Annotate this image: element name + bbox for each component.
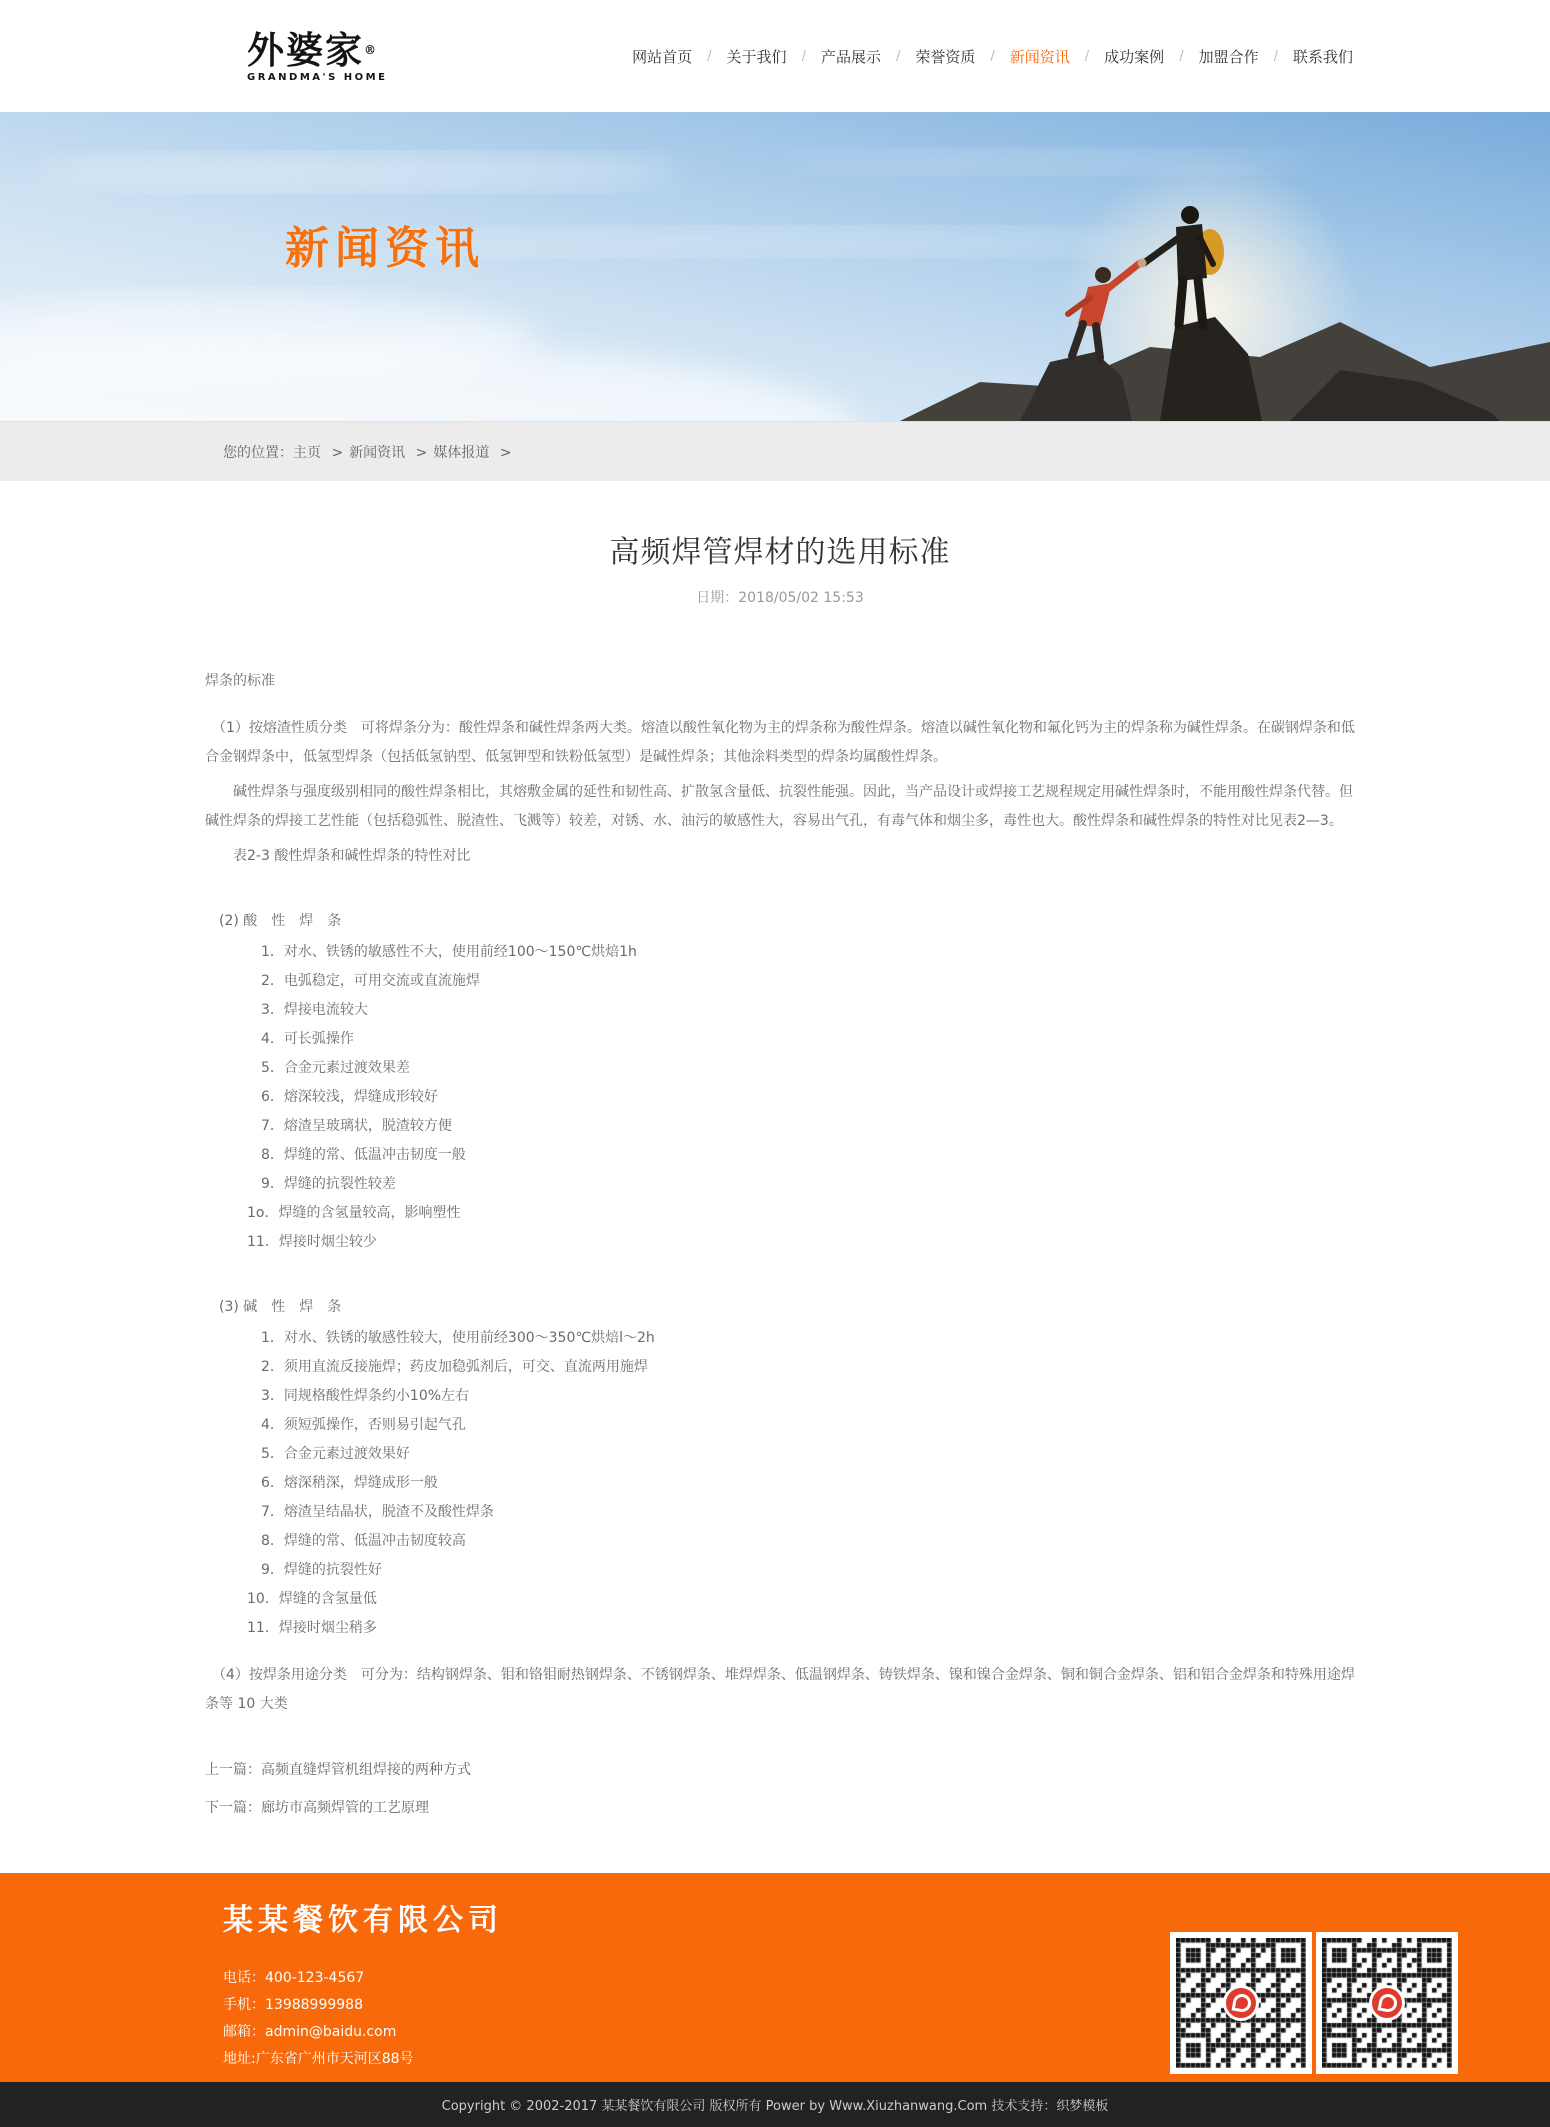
nav-separator: / bbox=[990, 48, 995, 64]
main-nav bbox=[630, 42, 1355, 71]
article-date: 日期：2018/05/02 15:53 bbox=[696, 590, 864, 606]
list-item: 2．须用直流反接施焊；药皮加稳弧剂后，可交、直流两用施焊 bbox=[205, 1359, 648, 1375]
list-item: 2．电弧稳定，可用交流或直流施焊 bbox=[205, 973, 480, 989]
qrcode bbox=[1316, 1932, 1458, 2074]
list-item: 6．熔深稍深，焊缝成形一般 bbox=[205, 1475, 438, 1491]
logo-chinese-text: 外婆家® bbox=[247, 27, 378, 72]
copyright-bar bbox=[0, 2082, 1550, 2127]
nav-item-join[interactable]: 加盟合作 bbox=[1198, 47, 1259, 66]
article-body bbox=[205, 667, 1355, 1719]
copyright-text: Copyright © 2002-2017 某某餐饮有限公司 版权所有 Power by Www.Xiuzhanwang.Com 技术支持：织梦模板 bbox=[441, 2099, 1109, 2114]
breadcrumb-link-home[interactable]: 主页 bbox=[293, 444, 321, 461]
list-item: 8．焊缝的常、低温冲击韧度较高 bbox=[205, 1533, 466, 1549]
footer-qrcodes bbox=[1170, 1932, 1458, 2074]
list-item: 3．同规格酸性焊条约小10%左右 bbox=[205, 1388, 470, 1404]
section-heading-alkaline: (3) 碱 性 焊 条 bbox=[205, 1299, 342, 1315]
site-footer bbox=[0, 1873, 1550, 2082]
breadcrumb bbox=[195, 442, 1355, 462]
qrcode bbox=[1170, 1932, 1312, 2074]
nav-separator: / bbox=[707, 48, 712, 64]
nav-item-honor[interactable]: 荣誉资质 bbox=[915, 47, 976, 66]
nav-item-products[interactable]: 产品展示 bbox=[820, 47, 881, 66]
list-item: 11．焊接时烟尘较少 bbox=[205, 1234, 377, 1250]
section-heading-acid: (2) 酸 性 焊 条 bbox=[205, 913, 342, 929]
list-item: 1．对水、铁锈的敏感性较大，使用前经300～350℃烘焙l～2h bbox=[205, 1330, 655, 1346]
weibo-icon bbox=[1369, 1985, 1405, 2021]
list-item: 7．熔渣呈玻璃状，脱渣较方便 bbox=[205, 1118, 452, 1134]
news-banner bbox=[0, 112, 1550, 421]
list-item: 7．熔渣呈结晶状，脱渣不及酸性焊条 bbox=[205, 1504, 494, 1520]
breadcrumb-link-media[interactable]: 媒体报道 bbox=[433, 444, 490, 461]
logo-english-text: GRANDMA'S HOME bbox=[247, 71, 388, 83]
site-logo[interactable] bbox=[247, 27, 388, 83]
nav-item-about[interactable]: 关于我们 bbox=[726, 47, 787, 66]
prev-article-link[interactable]: 上一篇：高频直缝焊管机组焊接的两种方式 bbox=[205, 1762, 471, 1778]
site-header bbox=[0, 0, 1550, 112]
nav-item-news[interactable]: 新闻资讯 bbox=[1009, 47, 1070, 66]
list-item: 4．须短弧操作，否则易引起气孔 bbox=[205, 1417, 466, 1433]
footer-address: 地址:广东省广州市天河区88号 bbox=[223, 2051, 414, 2067]
list-item: 9．焊缝的抗裂性较差 bbox=[205, 1176, 396, 1192]
banner-photo bbox=[0, 112, 1550, 421]
article-paragraph: （1）按熔渣性质分类 可将焊条分为：酸性焊条和碱性焊条两大类。熔渣以酸性氧化物为主的焊条称为酸性焊条。熔渣以碱性氧化物和氟化钙为主的焊条称为碱性焊条。在碳钢焊条和低合金钢焊条中，低氢型焊条（包括低氢钠型、低氢钾型和铁粉低氢型）是碱性焊条；其他涂料类型的焊条均属酸性焊条。 bbox=[205, 720, 1355, 765]
nav-separator: / bbox=[801, 48, 806, 64]
nav-item-home[interactable]: 网站首页 bbox=[632, 47, 693, 66]
list-item: 10．焊缝的含氢量低 bbox=[205, 1591, 377, 1607]
list-item: 1o．焊缝的含氢量较高，影响塑性 bbox=[205, 1205, 461, 1221]
nav-separator: / bbox=[895, 48, 901, 64]
nav-item-contact[interactable]: 联系我们 bbox=[1292, 47, 1353, 66]
list-item: 8．焊缝的常、低温冲击韧度一般 bbox=[205, 1147, 466, 1163]
next-article-link[interactable]: 下一篇：廊坊市高频焊管的工艺原理 bbox=[205, 1800, 429, 1816]
footer-company-name: 某某餐饮有限公司 bbox=[223, 1903, 503, 1938]
nav-item-cases[interactable]: 成功案例 bbox=[1104, 47, 1165, 66]
breadcrumb-prefix: 您的位置： bbox=[223, 444, 293, 461]
breadcrumb-link-news[interactable]: 新闻资讯 bbox=[349, 444, 406, 461]
nav-separator: / bbox=[1273, 48, 1278, 64]
article-nav-links bbox=[205, 1757, 1355, 1821]
list-item: 5．合金元素过渡效果差 bbox=[205, 1060, 410, 1076]
article bbox=[195, 481, 1355, 1873]
footer-mobile: 手机：13988999988 bbox=[223, 1997, 363, 2013]
table-caption: 表2-3 酸性焊条和碱性焊条的特性对比 bbox=[205, 848, 471, 864]
weibo-icon bbox=[1223, 1985, 1259, 2021]
footer-phone: 电话：400-123-4567 bbox=[223, 1970, 365, 1986]
breadcrumb-separator: > bbox=[499, 444, 512, 461]
breadcrumb-separator: > bbox=[415, 444, 428, 461]
list-item: 5．合金元素过渡效果好 bbox=[205, 1446, 410, 1462]
registered-mark-icon: ® bbox=[364, 42, 378, 57]
list-item: 6．熔深较浅，焊缝成形较好 bbox=[205, 1089, 438, 1105]
nav-separator: / bbox=[1179, 48, 1184, 64]
nav-separator: / bbox=[1084, 48, 1090, 64]
article-paragraph: 碱性焊条与强度级别相同的酸性焊条相比，其熔敷金属的延性和韧性高、扩散氢含量低、抗裂性能强。因此，当产品设计或焊接工艺规程规定用碱性焊条时，不能用酸性焊条代替。但碱性焊条的焊接工艺性能（包括稳弧性、脱渣性、飞溅等）较差，对锈、水、油污的敏感性大，容易出气孔，有毒气体和烟尘多，毒性也大。酸性焊条和碱性焊条的特性对比见表2—3。 bbox=[205, 784, 1353, 829]
footer-email: 邮箱：admin@baidu.com bbox=[223, 2024, 397, 2040]
article-intro-heading: 焊条的标准 bbox=[205, 673, 275, 689]
breadcrumb-bar bbox=[0, 421, 1550, 481]
list-item: 3．焊接电流较大 bbox=[205, 1002, 368, 1018]
list-item: 9．焊缝的抗裂性好 bbox=[205, 1562, 382, 1578]
banner-page-title: 新闻资讯 bbox=[285, 223, 485, 274]
article-paragraph: （4）按焊条用途分类 可分为：结构钢焊条、钼和铬钼耐热钢焊条、不锈钢焊条、堆焊焊条、低温钢焊条、铸铁焊条、镍和镍合金焊条、铜和铜合金焊条、铝和铝合金焊条和特殊用途焊条等 10 大类 bbox=[205, 1667, 1355, 1712]
list-item: 11．焊接时烟尘稍多 bbox=[205, 1620, 377, 1636]
breadcrumb-separator: > bbox=[331, 444, 344, 461]
article-title: 高频焊管焊材的选用标准 bbox=[609, 535, 951, 570]
list-item: 4．可长弧操作 bbox=[205, 1031, 354, 1047]
list-item: 1．对水、铁锈的敏感性不大，使用前经100～150℃烘焙1h bbox=[205, 944, 637, 960]
